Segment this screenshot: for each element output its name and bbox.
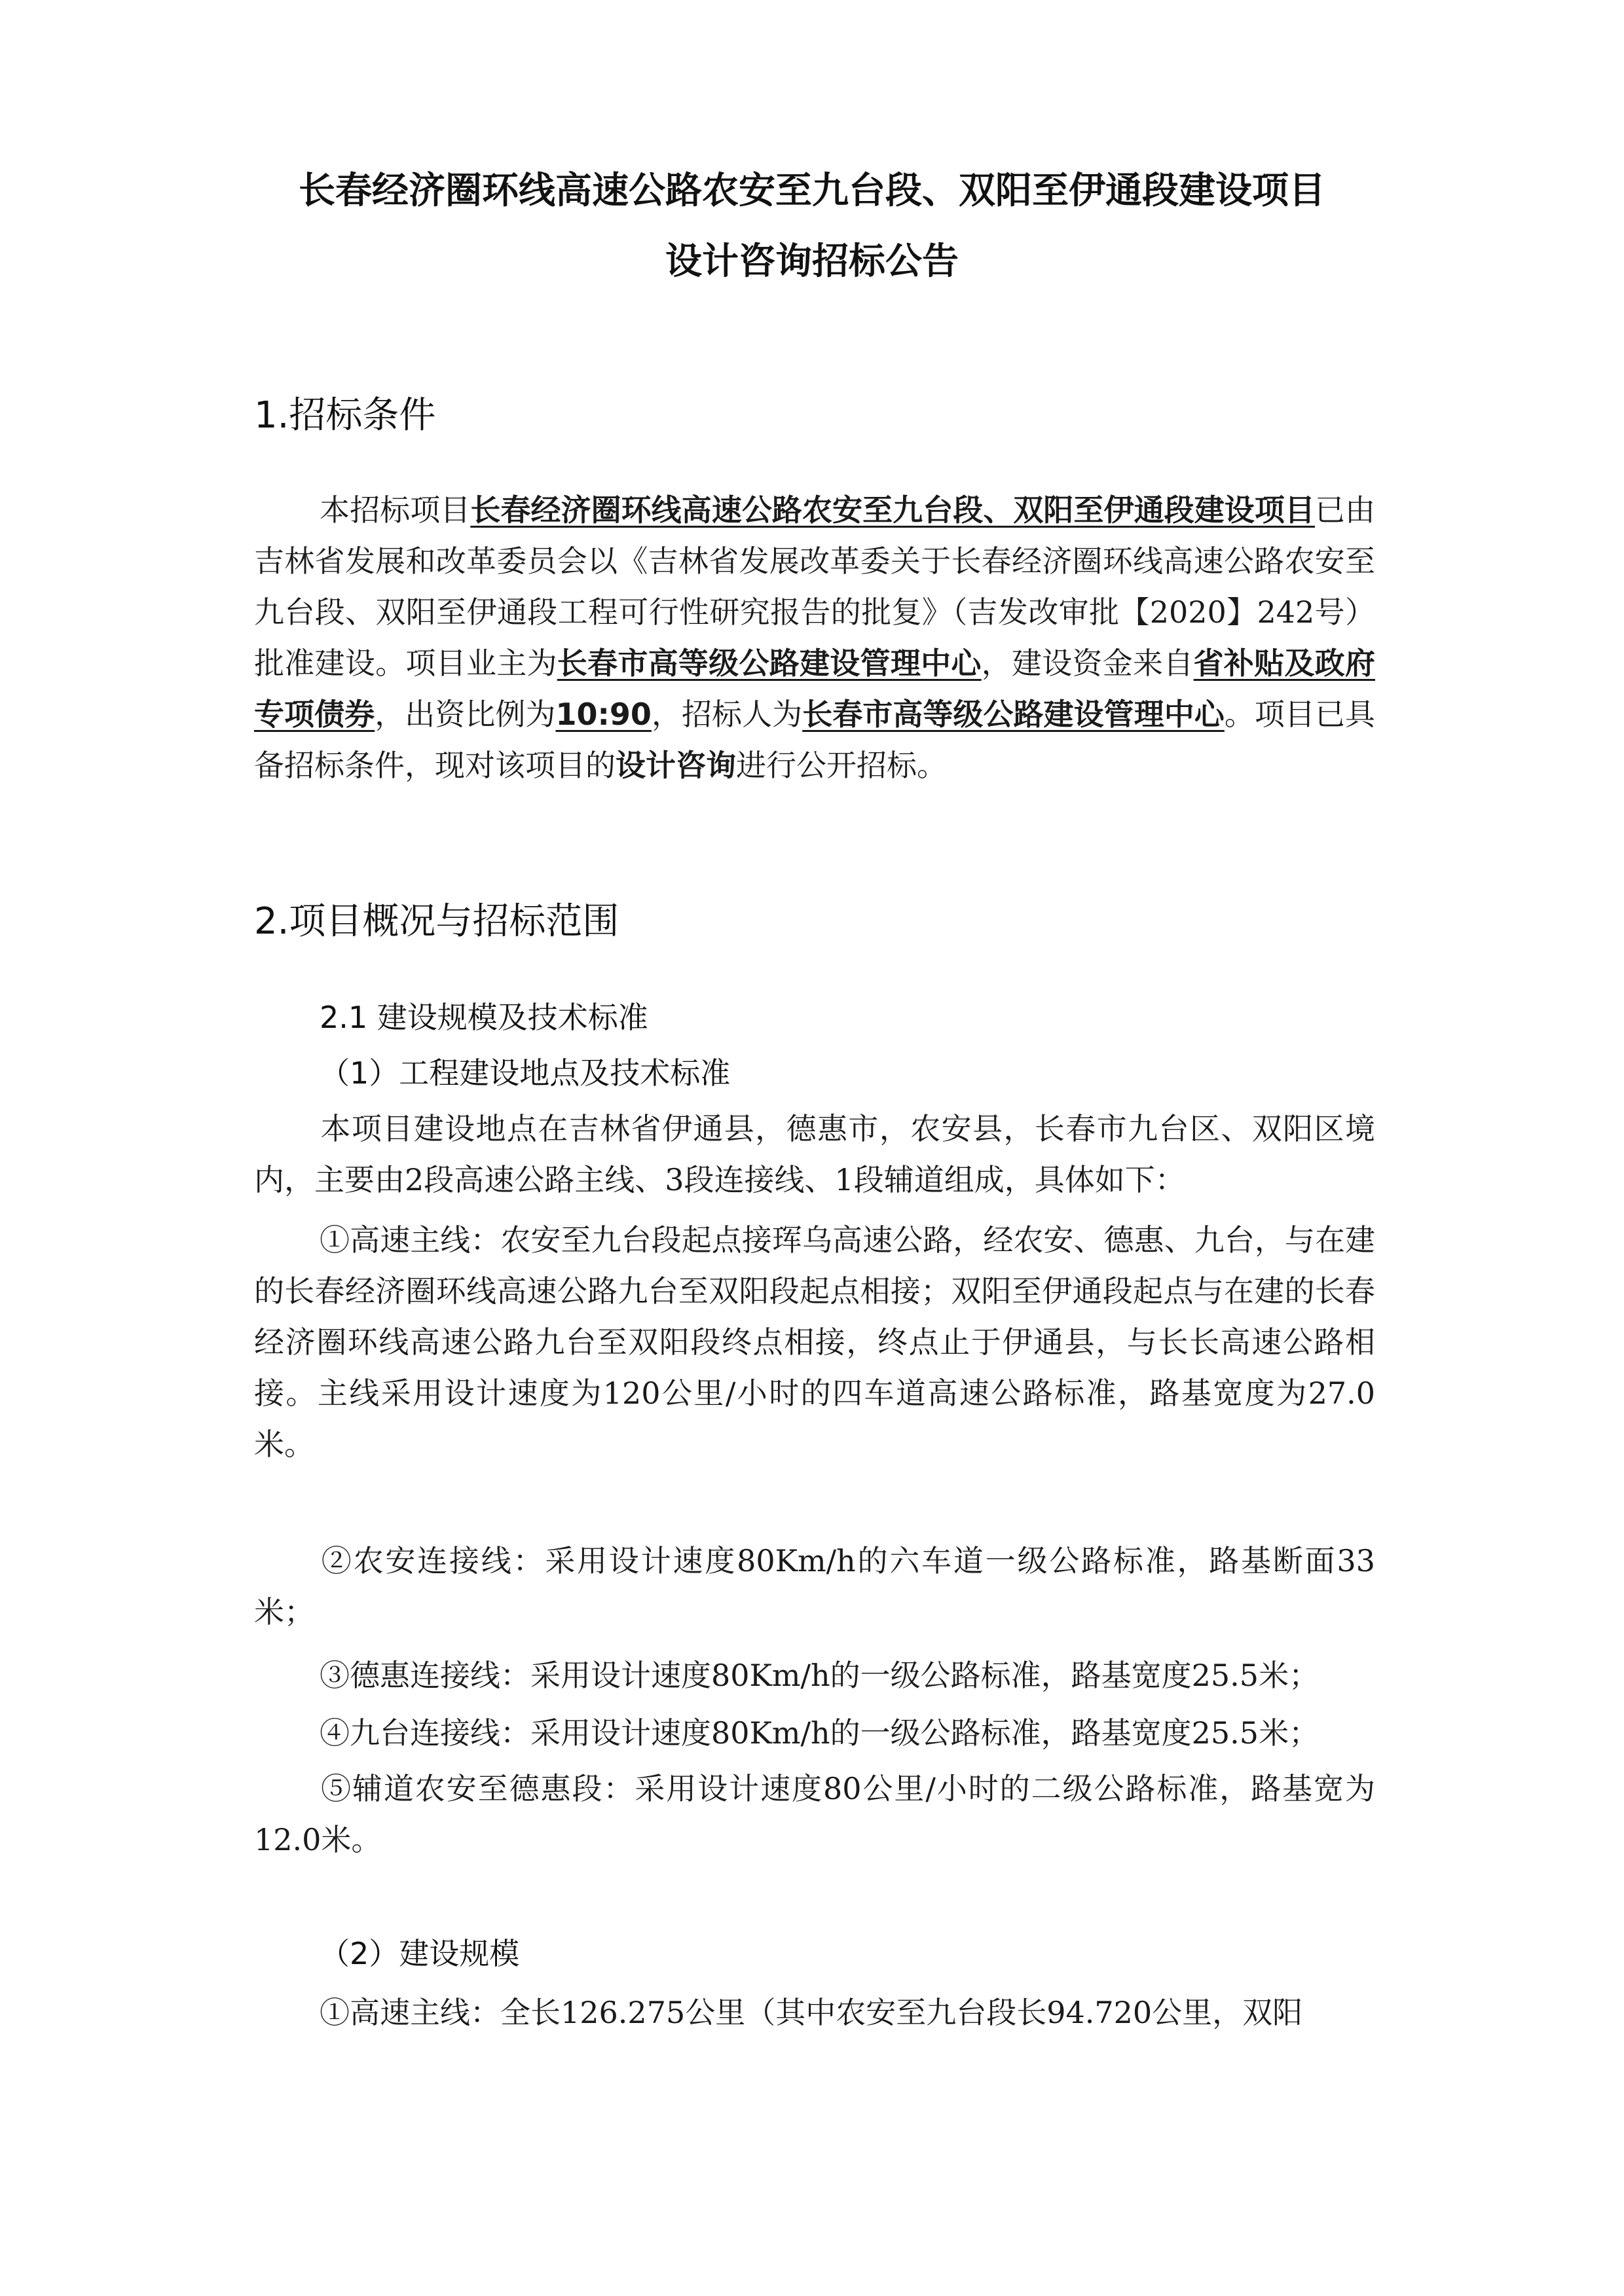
text-run: ①高速主线：农安至九台段起点接珲乌高速公路，经农安、德惠、九台，与在建的长春经济圈环线高速公路九台至双阳段起点相接；双阳至伊通段起点与在建的长春经济圈环线高速公路九台至双阳段终点相接，终点止于伊通县，与长长高速公路相接。主线采用设计速度为120公里/小时的四车道高速公路标准，路基宽度为27.0米。 — [254, 1222, 1375, 1462]
scale-paragraph — [254, 1987, 1375, 2038]
project-name-underlined: 长春经济圈环线高速公路农安至九台段、双阳至伊通段建设项目 — [470, 492, 1315, 528]
text-run: ⑤辅道农安至德惠段：采用设计速度80公里/小时的二级公路标准，路基宽为12.0米。 — [254, 1771, 1375, 1857]
auxiliary-road-paragraph — [254, 1763, 1375, 1865]
section-heading-tender-conditions: 1.招标条件 — [254, 394, 436, 437]
text-run: ，出资比例为 — [375, 697, 556, 732]
text-run: ，建设资金来自 — [981, 646, 1194, 681]
jiutai-link-paragraph — [254, 1707, 1375, 1758]
text-run: 本项目建设地点在吉林省伊通县，德惠市，农安县，长春市九台区、双阳区境内，主要由2段高速公路主线、3段连接线、1段辅道组成，具体如下： — [254, 1111, 1375, 1197]
text-run: 。项目已具备招标条件，现对该项目的 — [254, 697, 1376, 783]
text-run: ，招标人为 — [651, 697, 803, 732]
document-title-line1: 长春经济圈环线高速公路农安至九台段、双阳至伊通段建设项目 — [299, 170, 1325, 212]
document-title-line2: 设计咨询招标公告 — [665, 240, 959, 283]
text-run: 本招标项目 — [320, 492, 471, 528]
subheading-2-1: 2.1 建设规模及技术标准 — [320, 1000, 648, 1035]
owner-underlined: 长春市高等级公路建设管理中心 — [557, 646, 982, 681]
subheading-construction-scale: （2）建设规模 — [320, 1936, 520, 1971]
ratio-underlined: 10:90 — [555, 697, 652, 732]
text-run: 进行公开招标。 — [736, 748, 947, 783]
subheading-location-standards: （1）工程建设地点及技术标准 — [320, 1055, 731, 1091]
text-run: 已由吉林省发展和改革委员会以《吉林省发展改革委关于长春经济圈环线高速公路农安至九台段、双阳至伊通段工程可行性研究报告的批复》（吉发改审批【2020】242号）批准建设。项目业主为 — [254, 492, 1376, 681]
tenderer-underlined: 长春市高等级公路建设管理中心 — [802, 697, 1225, 732]
nongan-link-paragraph — [254, 1535, 1375, 1637]
text-run: ③德惠连接线：采用设计速度80Km/h的一级公路标准，路基宽度25.5米； — [320, 1658, 1320, 1693]
text-run: ①高速主线：全长126.275公里（其中农安至九台段长94.720公里，双阳 — [320, 1995, 1303, 2030]
text-run: ②农安连接线：采用设计速度80Km/h的六车道一级公路标准，路基断面33米； — [254, 1543, 1375, 1630]
scope-bold: 设计咨询 — [616, 748, 736, 783]
dehui-link-paragraph — [254, 1650, 1375, 1701]
tender-conditions-paragraph — [254, 484, 1375, 791]
funding-underlined: 省补贴及政府专项债券 — [254, 646, 1376, 732]
section-heading-project-overview: 2.项目概况与招标范围 — [254, 900, 619, 943]
location-paragraph — [254, 1103, 1375, 1205]
text-run: ④九台连接线：采用设计速度80Km/h的一级公路标准，路基宽度25.5米； — [320, 1715, 1320, 1751]
main-line-paragraph — [254, 1214, 1375, 1470]
